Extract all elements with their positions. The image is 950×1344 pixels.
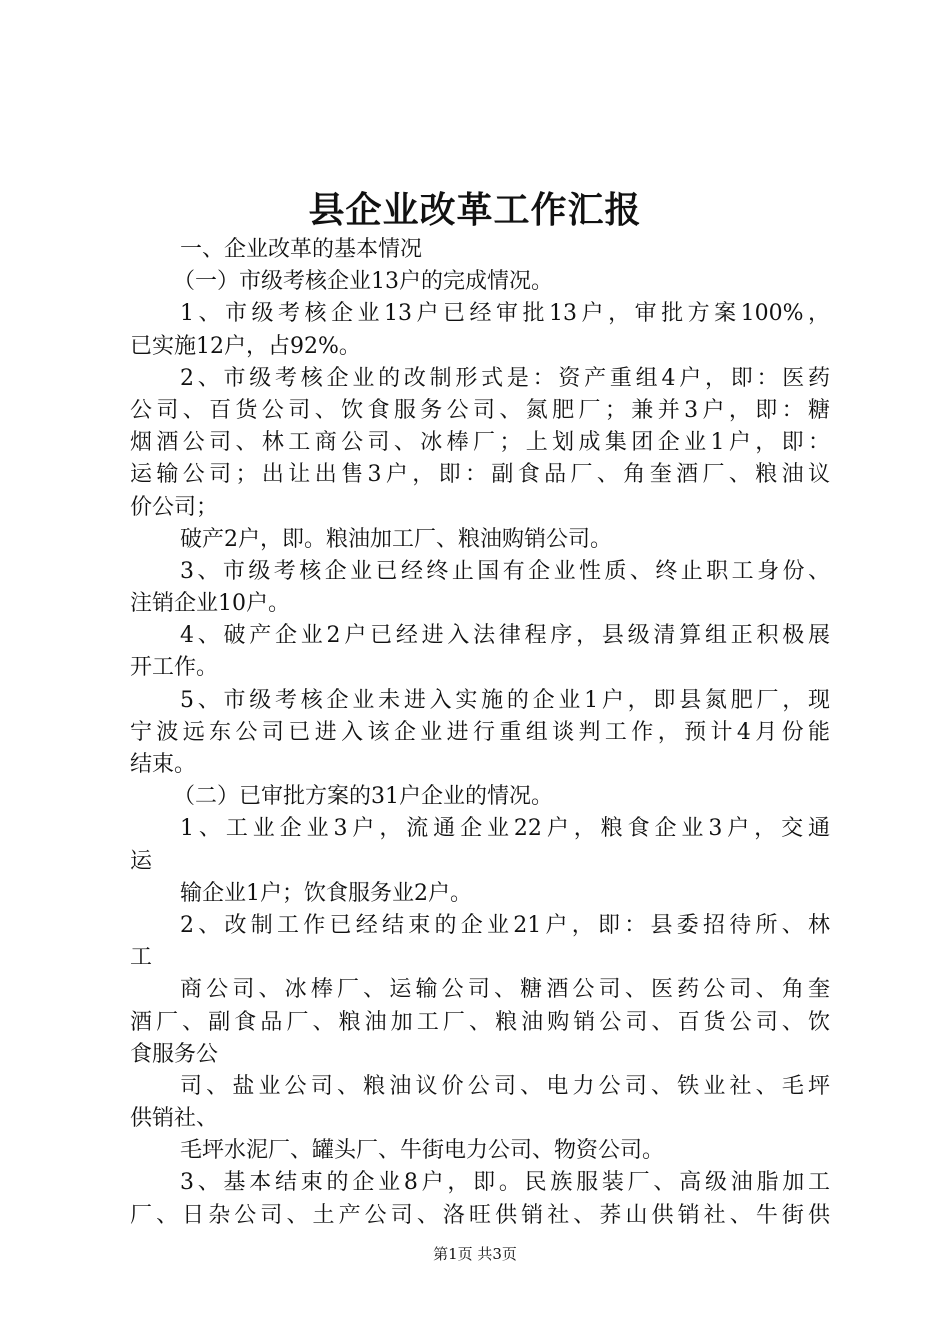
- paragraph-line: 工: [130, 945, 153, 971]
- paragraph-line: 商公司、冰棒厂、运输公司、糖酒公司、医药公司、角奎: [180, 977, 830, 1003]
- paragraph-line: 5、市级考核企业未进入实施的企业1户，即县氮肥厂，现: [180, 687, 830, 713]
- page-number-footer: 第1页 共3页: [433, 1245, 517, 1263]
- paragraph-line: 1、工业企业3户，流通企业22户，粮食企业3户，交通: [180, 816, 830, 842]
- paragraph-line: 3、基本结束的企业8户，即。民族服装厂、高级油脂加工: [180, 1170, 830, 1196]
- section-heading: 一、企业改革的基本情况: [180, 237, 423, 262]
- paragraph-line: 酒厂、副食品厂、粮油加工厂、粮油购销公司、百货公司、饮: [130, 1009, 830, 1035]
- paragraph-line: 烟酒公司、林工商公司、冰棒厂；上划成集团企业1户，即：: [130, 430, 830, 456]
- paragraph-line: 供销社、: [130, 1106, 219, 1132]
- paragraph-line: 司、盐业公司、粮油议价公司、电力公司、铁业社、毛坪: [180, 1073, 830, 1099]
- paragraph-line: 食服务公: [130, 1041, 219, 1067]
- paragraph-line: 2、市级考核企业的改制形式是：资产重组4户，即：医药: [180, 365, 830, 391]
- paragraph-line: 已实施12户，占92%。: [130, 333, 361, 359]
- subsection-heading: （二）已审批方案的31户企业的情况。: [173, 784, 553, 810]
- paragraph-line: 公司、百货公司、饮食服务公司、氮肥厂；兼并3户，即：糖: [130, 397, 830, 423]
- paragraph-line: 开工作。: [130, 655, 219, 681]
- paragraph-line: 厂、日杂公司、土产公司、洛旺供销社、荞山供销社、牛街供: [130, 1202, 830, 1228]
- document-title: 县企业改革工作汇报: [308, 189, 642, 231]
- paragraph-line: 4、破产企业2户已经进入法律程序，县级清算组正积极展: [180, 623, 830, 649]
- paragraph-line: 宁波远东公司已进入该企业进行重组谈判工作，预计4月份能: [130, 719, 830, 745]
- paragraph-line: 3、市级考核企业已经终止国有企业性质、终止职工身份、: [180, 558, 830, 584]
- paragraph-line: 价公司；: [130, 494, 219, 520]
- paragraph-line: 破产2户，即。粮油加工厂、粮油购销公司。: [180, 526, 612, 552]
- document-body: [130, 234, 830, 1232]
- paragraph-line: 结束。: [130, 752, 197, 777]
- paragraph-line: 2、改制工作已经结束的企业21户，即：县委招待所、林: [180, 912, 830, 938]
- paragraph-line: 毛坪水泥厂、罐头厂、牛街电力公司、物资公司。: [180, 1138, 665, 1164]
- paragraph-line: 输企业1户；饮食服务业2户。: [180, 880, 472, 906]
- paragraph-line: 1、市级考核企业13户已经审批13户，审批方案100%，: [180, 301, 830, 327]
- paragraph-line: 注销企业10户。: [130, 591, 290, 617]
- subsection-heading: （一）市级考核企业13户的完成情况。: [173, 269, 553, 295]
- paragraph-line: 运输公司；出让出售3户，即：副食品厂、角奎酒厂、粮油议: [130, 462, 830, 488]
- paragraph-line: 运: [130, 848, 153, 874]
